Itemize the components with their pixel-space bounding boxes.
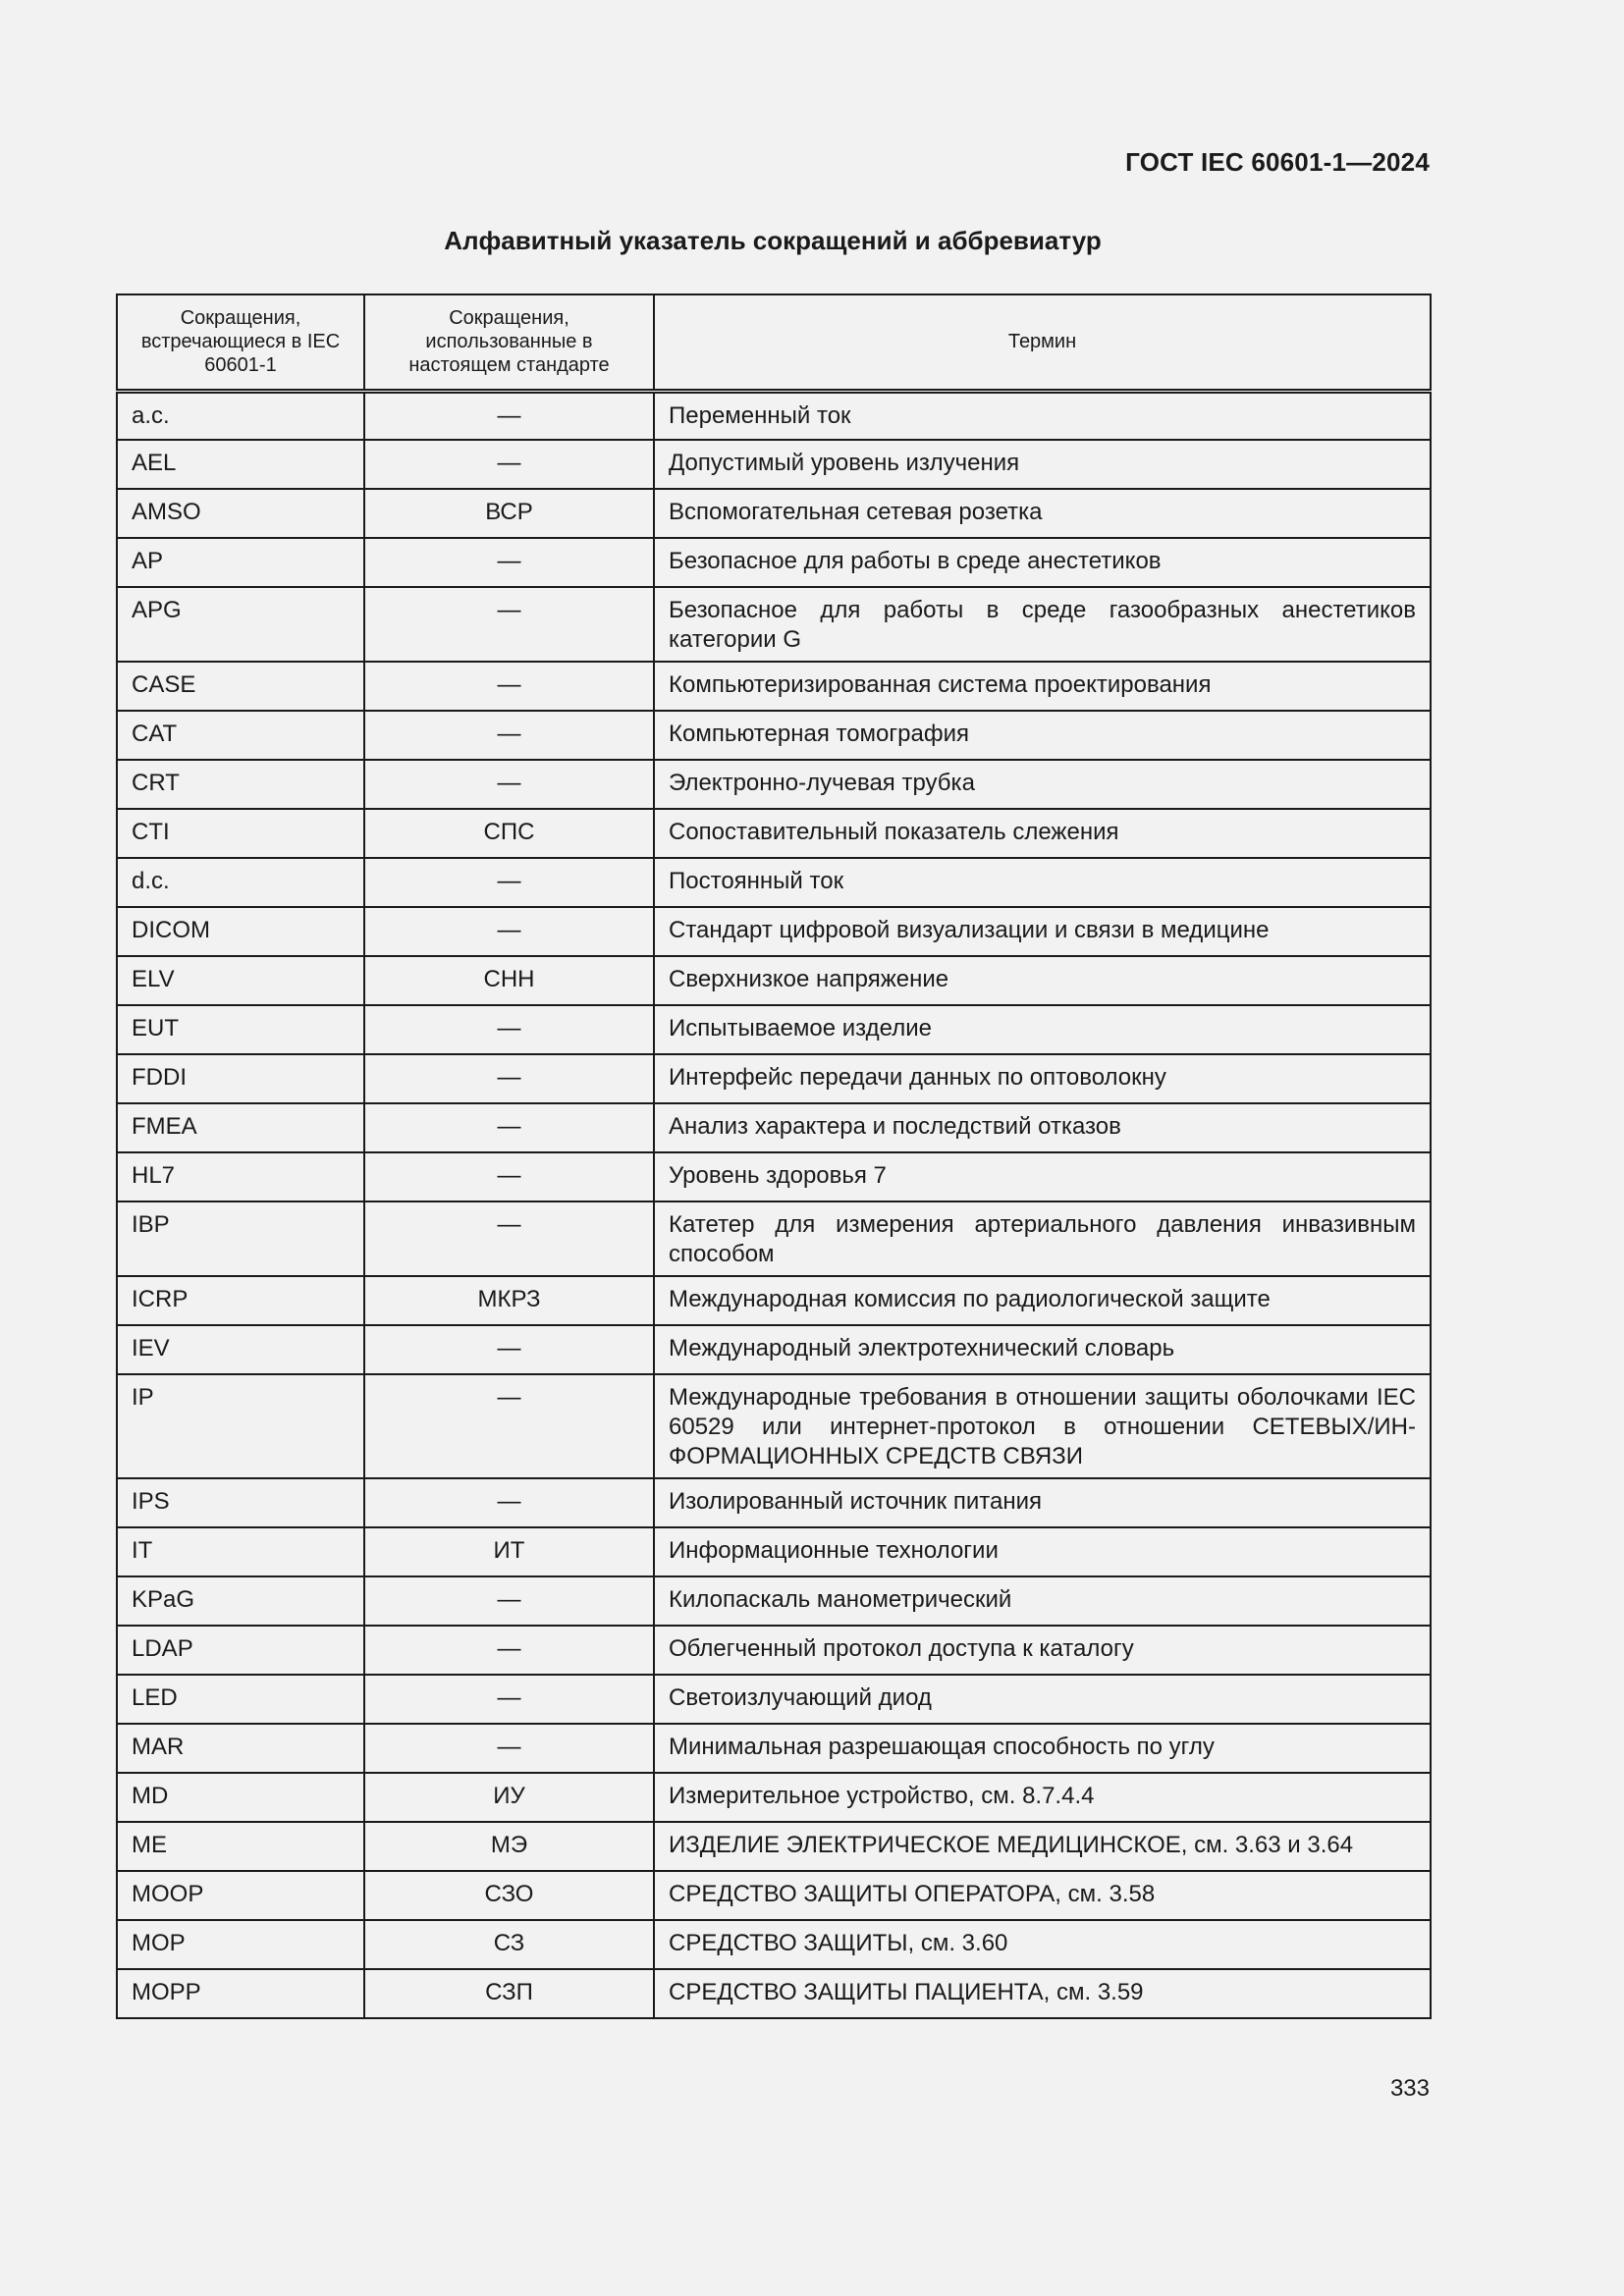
table-row [117, 760, 1431, 809]
table-row [117, 1822, 1431, 1871]
abbreviation-standard-cell: — [364, 1152, 654, 1201]
table-row [117, 489, 1431, 538]
term-cell: Постоянный ток [654, 858, 1431, 907]
abbreviation-standard-cell: — [364, 662, 654, 711]
term-cell: Сверхнизкое напряжение [654, 956, 1431, 1005]
table-row [117, 1152, 1431, 1201]
abbreviation-standard-cell: — [364, 1626, 654, 1675]
term-cell: СРЕДСТВО ЗАЩИТЫ ПАЦИЕНТА, см. 3.59 [654, 1969, 1431, 2018]
table-row [117, 711, 1431, 760]
abbreviation-standard-cell: МЭ [364, 1822, 654, 1871]
term-cell: Испытываемое изделие [654, 1005, 1431, 1054]
table-row [117, 1374, 1431, 1478]
abbreviation-standard-cell: СНН [364, 956, 654, 1005]
term-cell: Безопасное для работы в среде газообразных анестетиков категории G [654, 587, 1431, 662]
abbreviation-standard-cell: МКРЗ [364, 1276, 654, 1325]
table-row [117, 391, 1431, 440]
term-cell: Анализ характера и последствий отказов [654, 1103, 1431, 1152]
table-row [117, 1675, 1431, 1724]
abbreviation-iec-cell: AEL [117, 440, 364, 489]
abbreviation-standard-cell: — [364, 440, 654, 489]
table-row [117, 662, 1431, 711]
abbreviation-iec-cell: HL7 [117, 1152, 364, 1201]
table-row [117, 1478, 1431, 1527]
table-row [117, 587, 1431, 662]
table-row [117, 1005, 1431, 1054]
abbreviation-iec-cell: DICOM [117, 907, 364, 956]
abbreviation-standard-cell: — [364, 1325, 654, 1374]
page-title: Алфавитный указатель сокращений и аббревиатур [444, 226, 1102, 255]
table-body [117, 391, 1431, 2018]
abbreviation-standard-cell: — [364, 1103, 654, 1152]
abbreviation-standard-cell: ИТ [364, 1527, 654, 1576]
document-code: ГОСТ IEC 60601-1—2024 [1125, 147, 1430, 177]
term-cell: Интерфейс передачи данных по оптоволокну [654, 1054, 1431, 1103]
term-cell: Стандарт цифровой визуализации и связи в медицине [654, 907, 1431, 956]
table-row [117, 1276, 1431, 1325]
table-row [117, 1527, 1431, 1576]
abbreviation-iec-cell: MOOP [117, 1871, 364, 1920]
term-cell: Катетер для измерения артериального давления инвазивным способом [654, 1201, 1431, 1276]
table-row [117, 907, 1431, 956]
term-cell: Информационные технологии [654, 1527, 1431, 1576]
abbreviation-iec-cell: IP [117, 1374, 364, 1478]
abbreviation-iec-cell: EUT [117, 1005, 364, 1054]
abbreviation-iec-cell: LED [117, 1675, 364, 1724]
abbreviation-standard-cell: — [364, 1478, 654, 1527]
abbreviation-standard-cell: — [364, 1374, 654, 1478]
table-row [117, 1054, 1431, 1103]
abbreviation-iec-cell: CRT [117, 760, 364, 809]
abbreviation-standard-cell: — [364, 907, 654, 956]
page-number: 333 [1389, 2075, 1430, 2102]
abbreviation-iec-cell: IBP [117, 1201, 364, 1276]
term-cell: Вспомогательная сетевая розетка [654, 489, 1431, 538]
abbreviation-iec-cell: IEV [117, 1325, 364, 1374]
abbreviation-iec-cell: ME [117, 1822, 364, 1871]
abbreviation-standard-cell: СЗО [364, 1871, 654, 1920]
term-cell: СРЕДСТВО ЗАЩИТЫ ОПЕРАТОРА, см. 3.58 [654, 1871, 1431, 1920]
abbreviation-iec-cell: MOP [117, 1920, 364, 1969]
term-cell: Минимальная разрешающая способность по углу [654, 1724, 1431, 1773]
abbreviation-iec-cell: CAT [117, 711, 364, 760]
term-cell: Компьютерная томография [654, 711, 1431, 760]
abbreviation-iec-cell: a.c. [117, 391, 364, 440]
abbreviation-iec-cell: MOPP [117, 1969, 364, 2018]
term-cell: Международная комиссия по радиологической защите [654, 1276, 1431, 1325]
term-cell: Уровень здоровья 7 [654, 1152, 1431, 1201]
abbreviation-iec-cell: AMSO [117, 489, 364, 538]
term-cell: Переменный ток [654, 391, 1431, 440]
abbreviation-standard-cell: — [364, 858, 654, 907]
abbreviation-standard-cell: — [364, 391, 654, 440]
term-cell: Светоизлучающий диод [654, 1675, 1431, 1724]
table-row [117, 1626, 1431, 1675]
abbreviation-iec-cell: APG [117, 587, 364, 662]
table-row [117, 956, 1431, 1005]
abbreviation-standard-cell: — [364, 1054, 654, 1103]
abbreviation-iec-cell: MD [117, 1773, 364, 1822]
abbreviation-iec-cell: FDDI [117, 1054, 364, 1103]
term-cell: Международный электротехнический словарь [654, 1325, 1431, 1374]
term-cell: Килопаскаль манометрический [654, 1576, 1431, 1626]
abbreviation-iec-cell: IPS [117, 1478, 364, 1527]
table-header-row [117, 294, 1431, 391]
table-row [117, 1325, 1431, 1374]
abbreviation-iec-cell: ICRP [117, 1276, 364, 1325]
abbreviation-standard-cell: — [364, 587, 654, 662]
abbreviation-standard-cell: — [364, 1005, 654, 1054]
table-row [117, 1724, 1431, 1773]
header-iec-abbreviations: Сокращения, встречающиеся в IEC 60601-1 [117, 294, 364, 391]
abbreviation-standard-cell: — [364, 1201, 654, 1276]
header-term: Термин [654, 294, 1431, 391]
table-row [117, 1773, 1431, 1822]
term-cell: Международные требования в отношении защиты оболочками IEC 60529 или интернет-протокол в отношении СЕТЕВЫХ/ИНФОРМАЦИОННЫХ СРЕДСТВ СВЯЗИ [654, 1374, 1431, 1478]
term-cell: Сопоставительный показатель слежения [654, 809, 1431, 858]
abbreviation-standard-cell: — [364, 1724, 654, 1773]
table-row [117, 809, 1431, 858]
table-row [117, 1201, 1431, 1276]
table-row [117, 1920, 1431, 1969]
abbreviation-standard-cell: — [364, 711, 654, 760]
abbreviation-iec-cell: ELV [117, 956, 364, 1005]
table-row [117, 858, 1431, 907]
term-cell: Облегченный протокол доступа к каталогу [654, 1626, 1431, 1675]
abbreviation-iec-cell: MAR [117, 1724, 364, 1773]
table-row [117, 1969, 1431, 2018]
table-row [117, 440, 1431, 489]
abbreviation-standard-cell: — [364, 1675, 654, 1724]
abbreviation-iec-cell: CTI [117, 809, 364, 858]
abbreviation-iec-cell: CASE [117, 662, 364, 711]
table-row [117, 1576, 1431, 1626]
abbreviation-standard-cell: — [364, 760, 654, 809]
abbreviation-iec-cell: KPaG [117, 1576, 364, 1626]
abbreviation-iec-cell: AP [117, 538, 364, 587]
term-cell: Электронно-лучевая трубка [654, 760, 1431, 809]
abbreviation-standard-cell: ВСР [364, 489, 654, 538]
term-cell: Безопасное для работы в среде анестетиков [654, 538, 1431, 587]
term-cell: Изолированный источник питания [654, 1478, 1431, 1527]
abbreviation-standard-cell: СЗ [364, 1920, 654, 1969]
table-row [117, 538, 1431, 587]
term-cell: Допустимый уровень излучения [654, 440, 1431, 489]
abbreviation-standard-cell: — [364, 538, 654, 587]
abbreviation-standard-cell: — [364, 1576, 654, 1626]
table-row [117, 1871, 1431, 1920]
abbreviation-standard-cell: ИУ [364, 1773, 654, 1822]
abbreviation-iec-cell: LDAP [117, 1626, 364, 1675]
abbreviation-iec-cell: IT [117, 1527, 364, 1576]
table-row [117, 1103, 1431, 1152]
term-cell: Измерительное устройство, см. 8.7.4.4 [654, 1773, 1431, 1822]
term-cell: Компьютеризированная система проектирования [654, 662, 1431, 711]
abbreviations-table [116, 294, 1432, 2019]
header-standard-abbreviations: Сокращения, использованные в настоящем стандарте [364, 294, 654, 391]
abbreviation-standard-cell: СЗП [364, 1969, 654, 2018]
table-header [117, 294, 1431, 391]
abbreviation-standard-cell: СПС [364, 809, 654, 858]
abbreviation-iec-cell: d.c. [117, 858, 364, 907]
term-cell: ИЗДЕЛИЕ ЭЛЕКТРИЧЕСКОЕ МЕДИЦИНСКОЕ, см. 3.63 и 3.64 [654, 1822, 1431, 1871]
term-cell: СРЕДСТВО ЗАЩИТЫ, см. 3.60 [654, 1920, 1431, 1969]
abbreviation-iec-cell: FMEA [117, 1103, 364, 1152]
